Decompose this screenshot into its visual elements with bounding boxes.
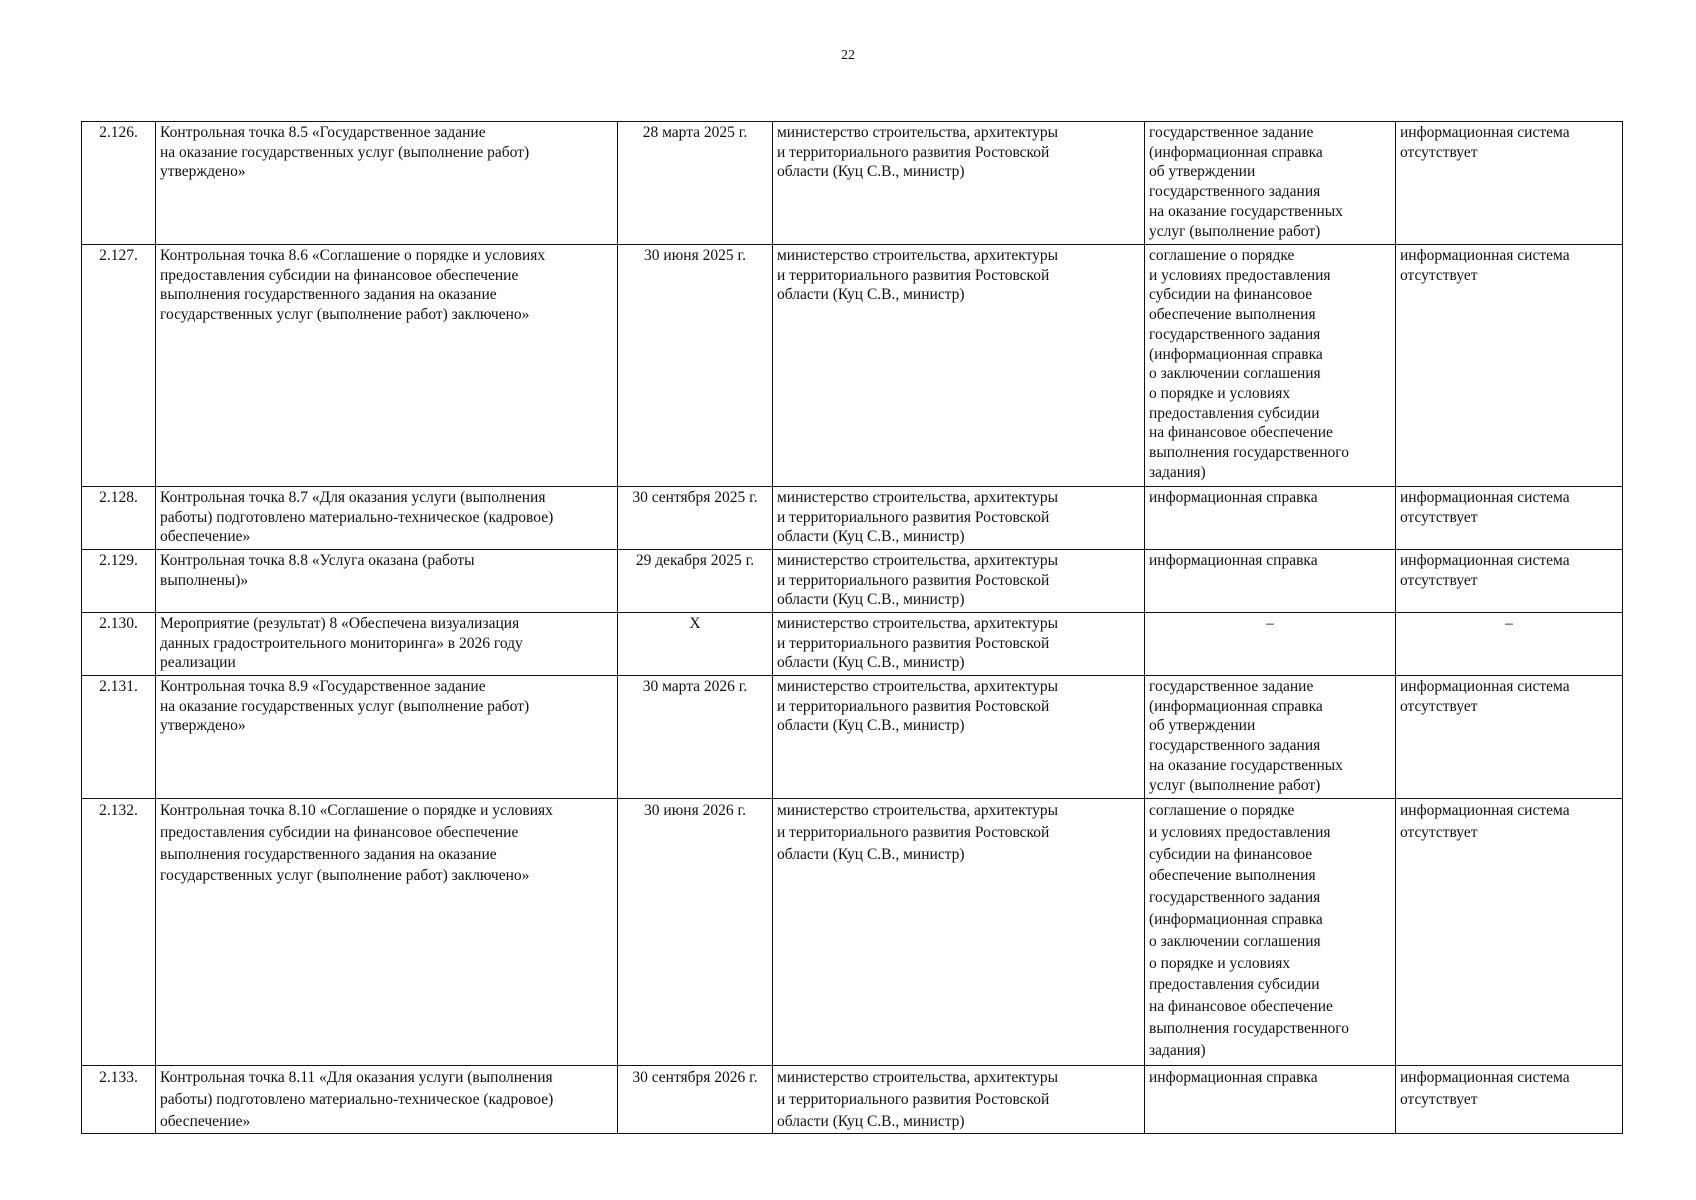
table-row (82, 1066, 1623, 1134)
responsible-executor: министерство строительства, архитектуры и территориального развития Ростовской области (Куц С.В., министр) (773, 1066, 1145, 1134)
page-number: 22 (841, 48, 855, 63)
confirming-document: информационная справка (1145, 550, 1396, 613)
item-name: Мероприятие (результат) 8 «Обеспечена визуализация данных градостроительного мониторинга» в 2026 году реализации (156, 613, 618, 676)
deadline-date: 30 июня 2026 г. (618, 799, 773, 1066)
row-number: 2.131. (82, 676, 156, 799)
confirming-document: государственное задание (информационная справка об утверждении государственного задания на оказание государственных услуг (выполнение работ) (1145, 122, 1396, 245)
information-system: информационная система отсутствует (1396, 676, 1623, 799)
deadline-date: 30 марта 2026 г. (618, 676, 773, 799)
responsible-executor: министерство строительства, архитектуры и территориального развития Ростовской области (Куц С.В., министр) (773, 613, 1145, 676)
information-system: информационная система отсутствует (1396, 550, 1623, 613)
responsible-executor: министерство строительства, архитектуры и территориального развития Ростовской области (Куц С.В., министр) (773, 122, 1145, 245)
table-row (82, 122, 1623, 245)
deadline-date: 29 декабря 2025 г. (618, 550, 773, 613)
deadline-date: 28 марта 2025 г. (618, 122, 773, 245)
table-row (82, 245, 1623, 487)
item-name: Контрольная точка 8.6 «Соглашение о порядке и условиях предоставления субсидии на финансовое обеспечение выполнения государственного задания на оказание государственных услуг (выполнение работ) заключено» (156, 245, 618, 487)
deadline-date: 30 сентября 2026 г. (618, 1066, 773, 1134)
item-name: Контрольная точка 8.5 «Государственное задание на оказание государственных услуг (выполнение работ) утверждено» (156, 122, 618, 245)
information-system: информационная система отсутствует (1396, 799, 1623, 1066)
confirming-document: – (1145, 613, 1396, 676)
information-system: информационная система отсутствует (1396, 122, 1623, 245)
confirming-document: информационная справка (1145, 487, 1396, 550)
responsible-executor: министерство строительства, архитектуры и территориального развития Ростовской области (Куц С.В., министр) (773, 676, 1145, 799)
information-system: информационная система отсутствует (1396, 1066, 1623, 1134)
deadline-date: 30 июня 2025 г. (618, 245, 773, 487)
row-number: 2.133. (82, 1066, 156, 1134)
table-row (82, 799, 1623, 1066)
item-name: Контрольная точка 8.9 «Государственное задание на оказание государственных услуг (выполнение работ) утверждено» (156, 676, 618, 799)
table-row (82, 676, 1623, 799)
row-number: 2.126. (82, 122, 156, 245)
table-row (82, 550, 1623, 613)
responsible-executor: министерство строительства, архитектуры и территориального развития Ростовской области (Куц С.В., министр) (773, 487, 1145, 550)
responsible-executor: министерство строительства, архитектуры и территориального развития Ростовской области (Куц С.В., министр) (773, 799, 1145, 1066)
confirming-document: государственное задание (информационная справка об утверждении государственного задания на оказание государственных услуг (выполнение работ) (1145, 676, 1396, 799)
responsible-executor: министерство строительства, архитектуры и территориального развития Ростовской области (Куц С.В., министр) (773, 245, 1145, 487)
row-number: 2.132. (82, 799, 156, 1066)
information-system: информационная система отсутствует (1396, 245, 1623, 487)
deadline-date: Х (618, 613, 773, 676)
confirming-document: соглашение о порядке и условиях предоставления субсидии на финансовое обеспечение выполнения государственного задания (информационная справка о заключении соглашения о порядке и условиях предоставления субсидии на финансовое обеспечение выполнения государственного задания) (1145, 245, 1396, 487)
item-name: Контрольная точка 8.7 «Для оказания услуги (выполнения работы) подготовлено материально-техническое (кадровое) обеспечение» (156, 487, 618, 550)
row-number: 2.127. (82, 245, 156, 487)
row-number: 2.128. (82, 487, 156, 550)
row-number: 2.130. (82, 613, 156, 676)
item-name: Контрольная точка 8.11 «Для оказания услуги (выполнения работы) подготовлено материально-техническое (кадровое) обеспечение» (156, 1066, 618, 1134)
control-points-table (81, 121, 1623, 1134)
item-name: Контрольная точка 8.10 «Соглашение о порядке и условиях предоставления субсидии на финансовое обеспечение выполнения государственного задания на оказание государственных услуг (выполнение работ) заключено» (156, 799, 618, 1066)
responsible-executor: министерство строительства, архитектуры и территориального развития Ростовской области (Куц С.В., министр) (773, 550, 1145, 613)
deadline-date: 30 сентября 2025 г. (618, 487, 773, 550)
confirming-document: информационная справка (1145, 1066, 1396, 1134)
information-system: информационная система отсутствует (1396, 487, 1623, 550)
table-row (82, 613, 1623, 676)
row-number: 2.129. (82, 550, 156, 613)
item-name: Контрольная точка 8.8 «Услуга оказана (работы выполнены)» (156, 550, 618, 613)
information-system: – (1396, 613, 1623, 676)
table-row (82, 487, 1623, 550)
confirming-document: соглашение о порядке и условиях предоставления субсидии на финансовое обеспечение выполнения государственного задания (информационная справка о заключении соглашения о порядке и условиях предоставления субсидии на финансовое обеспечение выполнения государственного задания) (1145, 799, 1396, 1066)
